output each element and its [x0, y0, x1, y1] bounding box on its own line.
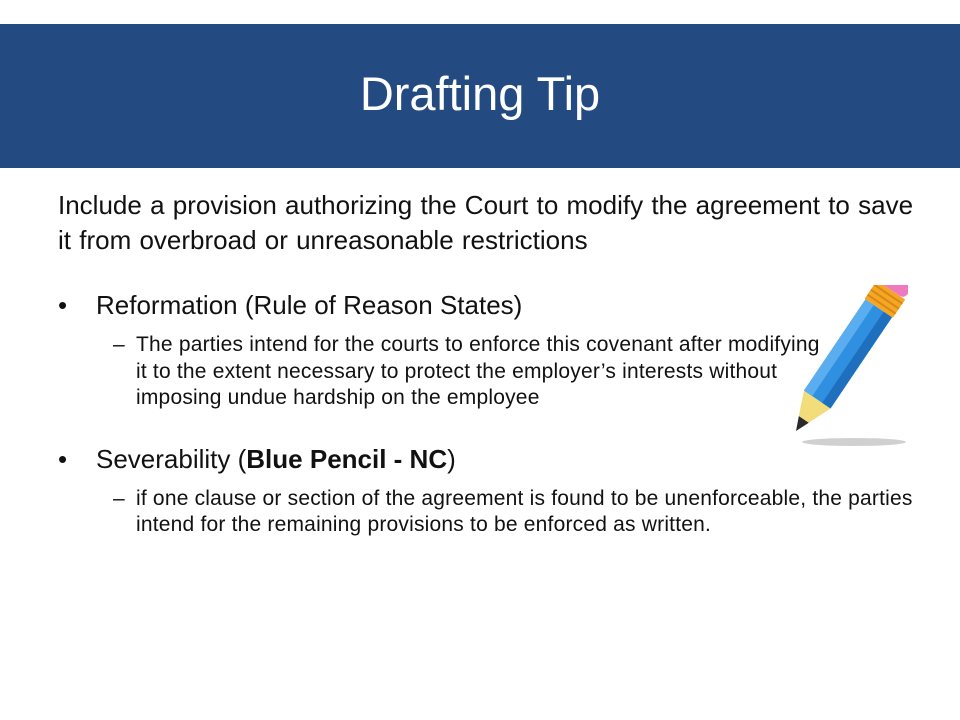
bullet-label-prefix: Severability ( — [96, 443, 247, 474]
bullet-label-bold: Blue Pencil - NC — [246, 443, 448, 474]
sub-point-severability — [58, 486, 936, 539]
sub-point-reformation — [58, 332, 836, 412]
sub-point-text: if one clause or section of the agreement is found to be unenforceable, the parties intend for the remaining provisions to be enforced as written. — [136, 486, 913, 536]
sub-marker: – — [113, 486, 125, 510]
bullet-marker: • — [58, 443, 68, 474]
intro-text: Include a provision authorizing the Court to modify the agreement to save it from overbroad or unreasonable restrictions — [58, 190, 914, 255]
bullet-label-suffix: ) — [447, 443, 456, 474]
sub-marker: – — [113, 333, 125, 356]
bullet-marker: • — [58, 290, 68, 320]
title-bar — [0, 24, 960, 168]
sub-point-text: The parties intend for the courts to enforce this covenant after modifying it to the extent necessary to protect the employer’s interests without imposing undue hardship on the employee — [136, 333, 820, 409]
pencil-icon — [772, 285, 908, 451]
slide-title: Drafting Tip — [359, 67, 601, 120]
bullet-label: Reformation (Rule of Reason States) — [96, 290, 523, 320]
